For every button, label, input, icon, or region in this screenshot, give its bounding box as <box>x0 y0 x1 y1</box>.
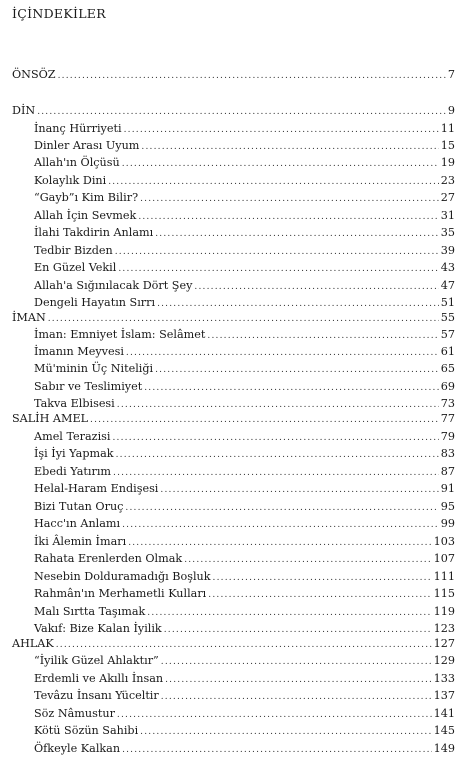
toc-title: Erdemli ve Akıllı İnsan <box>34 672 164 685</box>
dot-leader <box>56 638 432 652</box>
toc-entry[interactable] <box>34 742 455 756</box>
toc-title: Öfkeyle Kalkan <box>34 742 121 755</box>
toc-entry[interactable] <box>34 605 455 619</box>
page-number: 149 <box>433 742 455 755</box>
toc-entry[interactable] <box>34 139 455 153</box>
page-number: 127 <box>433 637 455 650</box>
page-number: 119 <box>433 605 455 618</box>
page-number: 107 <box>433 552 455 565</box>
dot-leader <box>117 708 432 722</box>
dot-leader <box>161 690 432 704</box>
page-number: 103 <box>433 535 455 548</box>
toc-title: Allah İçin Sevmek <box>34 209 137 222</box>
toc-entry[interactable] <box>34 122 455 136</box>
toc-entry[interactable] <box>34 380 455 394</box>
page-number: 69 <box>440 380 455 393</box>
page-number: 95 <box>440 500 455 513</box>
toc-entry[interactable] <box>34 397 455 411</box>
page-number: 55 <box>440 311 455 324</box>
toc-title: Bizi Tutan Oruç <box>34 500 124 513</box>
page-number: 137 <box>433 689 455 702</box>
toc-entry[interactable] <box>34 244 455 258</box>
page-number: 115 <box>433 587 455 600</box>
dot-leader <box>115 245 439 259</box>
toc-title: Allah'ın Ölçüsü <box>34 156 120 169</box>
dot-leader <box>122 157 439 171</box>
toc-entry[interactable] <box>34 724 455 738</box>
dot-leader <box>157 297 439 311</box>
toc-title: İman: Emniyet İslam: Selâmet <box>34 328 206 341</box>
toc-entry[interactable] <box>34 465 455 479</box>
dot-leader <box>122 518 439 532</box>
page-number: 43 <box>440 261 455 274</box>
page-number: 39 <box>440 244 455 257</box>
toc-title: ÖNSÖZ <box>12 68 56 81</box>
toc-title: Dinler Arası Uyum <box>34 139 140 152</box>
toc-title: SALİH AMEL <box>12 412 89 425</box>
toc-entry[interactable] <box>34 672 455 686</box>
toc-title: Hacc'ın Anlamı <box>34 517 121 530</box>
toc-title: Malı Sırtta Taşımak <box>34 605 146 618</box>
dot-leader <box>90 413 439 427</box>
toc-entry[interactable] <box>34 587 455 601</box>
toc-section[interactable] <box>12 637 455 651</box>
toc-entry[interactable] <box>34 500 455 514</box>
toc-title: İmanın Meyvesi <box>34 345 124 358</box>
toc-entry[interactable] <box>34 430 455 444</box>
page-number: 91 <box>440 482 455 495</box>
page-number: 87 <box>440 465 455 478</box>
page-number: 99 <box>440 517 455 530</box>
dot-leader <box>138 210 438 224</box>
toc-title: Rahmân'ın Merhametli Kulları <box>34 587 207 600</box>
page-number: 61 <box>440 345 455 358</box>
toc-title: Tedbir Bizden <box>34 244 113 257</box>
dot-leader <box>58 69 446 83</box>
dot-leader <box>194 280 438 294</box>
dot-leader <box>113 466 439 480</box>
page-number: 9 <box>447 104 455 117</box>
dot-leader <box>140 725 431 739</box>
page-number: 145 <box>433 724 455 737</box>
dot-leader <box>125 501 438 515</box>
dot-leader <box>155 363 439 377</box>
toc-title: Rahata Erenlerden Olmak <box>34 552 183 565</box>
dot-leader <box>155 227 439 241</box>
toc-entry[interactable] <box>34 622 455 636</box>
dot-leader <box>141 140 438 154</box>
dot-leader <box>160 483 438 497</box>
toc-entry[interactable] <box>34 296 455 310</box>
toc-title: AHLAK <box>12 637 54 650</box>
toc-title: Kolaylık Dini <box>34 174 107 187</box>
toc-entry[interactable] <box>34 345 455 359</box>
dot-leader <box>117 398 439 412</box>
toc-title: Tevâzu İnsanı Yüceltir <box>34 689 159 702</box>
dot-leader <box>213 571 432 585</box>
toc-entry[interactable] <box>34 226 455 240</box>
toc-title: “Gayb”ı Kim Bilir? <box>34 191 139 204</box>
dot-leader <box>165 673 432 687</box>
toc-entry[interactable] <box>34 362 455 376</box>
dot-leader <box>184 553 431 567</box>
page-number: 51 <box>440 296 455 309</box>
toc-entry[interactable] <box>34 279 455 293</box>
dot-leader <box>164 623 432 637</box>
toc-entry[interactable] <box>34 482 455 496</box>
page-number: 27 <box>440 191 455 204</box>
toc-title: İlahi Takdirin Anlamı <box>34 226 154 239</box>
dot-leader <box>116 448 439 462</box>
dot-leader <box>144 381 439 395</box>
page-number: 111 <box>433 570 455 583</box>
dot-leader <box>112 431 438 445</box>
toc-title: Söz Nâmustur <box>34 707 115 720</box>
dot-leader <box>126 346 439 360</box>
toc-title: Nesebin Dolduramadığı Boşluk <box>34 570 211 583</box>
toc-title: Mü'minin Üç Niteliği <box>34 362 154 375</box>
page-number: 141 <box>433 707 455 720</box>
page-number: 123 <box>433 622 455 635</box>
toc-entry[interactable] <box>34 328 455 342</box>
toc-title: Amel Terazisi <box>34 430 111 443</box>
toc-title: Dengeli Hayatın Sırrı <box>34 296 156 309</box>
page-number: 73 <box>440 397 455 410</box>
toc-title: İşi İyi Yapmak <box>34 447 114 460</box>
page-title: İÇİNDEKİLER <box>12 6 106 21</box>
page-number: 7 <box>447 68 455 81</box>
toc-title: “İyilik Güzel Ahlaktır” <box>34 654 159 667</box>
toc-section[interactable] <box>12 68 455 82</box>
page-number: 83 <box>440 447 455 460</box>
dot-leader <box>140 192 439 206</box>
toc-title: Ebedi Yatırım <box>34 465 112 478</box>
toc-entry[interactable] <box>34 209 455 223</box>
page-number: 79 <box>440 430 455 443</box>
page-number: 65 <box>440 362 455 375</box>
dot-leader <box>147 606 431 620</box>
page-number: 129 <box>433 654 455 667</box>
toc-title: En Güzel Vekil <box>34 261 117 274</box>
toc-title: İki Âlemin İmarı <box>34 535 127 548</box>
page-number: 19 <box>440 156 455 169</box>
dot-leader <box>108 175 439 189</box>
dot-leader <box>161 655 432 669</box>
toc-title: Sabır ve Teslimiyet <box>34 380 143 393</box>
toc-title: İnanç Hürriyeti <box>34 122 122 135</box>
page-number: 11 <box>440 122 455 135</box>
toc-title: DİN <box>12 104 36 117</box>
toc-entry[interactable] <box>34 552 455 566</box>
dot-leader <box>37 105 446 119</box>
toc-entry[interactable] <box>34 191 455 205</box>
toc-entry[interactable] <box>34 570 455 584</box>
toc-entry[interactable] <box>34 535 455 549</box>
toc-section[interactable] <box>12 104 455 118</box>
dot-leader <box>124 123 439 137</box>
page-number: 47 <box>440 279 455 292</box>
toc-title: Vakıf: Bize Kalan İyilik <box>34 622 162 635</box>
toc-title: Takva Elbisesi <box>34 397 115 410</box>
toc-title: Kötü Sözün Sahibi <box>34 724 139 737</box>
page-number: 133 <box>433 672 455 685</box>
toc-section[interactable] <box>12 412 455 426</box>
toc-entry[interactable] <box>34 654 455 668</box>
toc-entry[interactable] <box>34 689 455 703</box>
toc-entry[interactable] <box>34 517 455 531</box>
toc-title: Allah'a Sığınılacak Dört Şey <box>34 279 193 292</box>
toc-entry[interactable] <box>34 707 455 721</box>
page-number: 23 <box>440 174 455 187</box>
page-number: 35 <box>440 226 455 239</box>
dot-leader <box>48 312 439 326</box>
page-number: 57 <box>440 328 455 341</box>
page-number: 15 <box>440 139 455 152</box>
dot-leader <box>118 262 438 276</box>
dot-leader <box>208 588 431 602</box>
dot-leader <box>207 329 438 343</box>
toc-section[interactable] <box>12 311 455 325</box>
toc-entry[interactable] <box>34 261 455 275</box>
toc-entry[interactable] <box>34 156 455 170</box>
page-number: 31 <box>440 209 455 222</box>
toc-title: İMAN <box>12 311 46 324</box>
toc-entry[interactable] <box>34 174 455 188</box>
page-number: 77 <box>440 412 455 425</box>
toc-entry[interactable] <box>34 447 455 461</box>
dot-leader <box>128 536 431 550</box>
dot-leader <box>122 743 432 757</box>
toc-title: Helal-Haram Endişesi <box>34 482 159 495</box>
